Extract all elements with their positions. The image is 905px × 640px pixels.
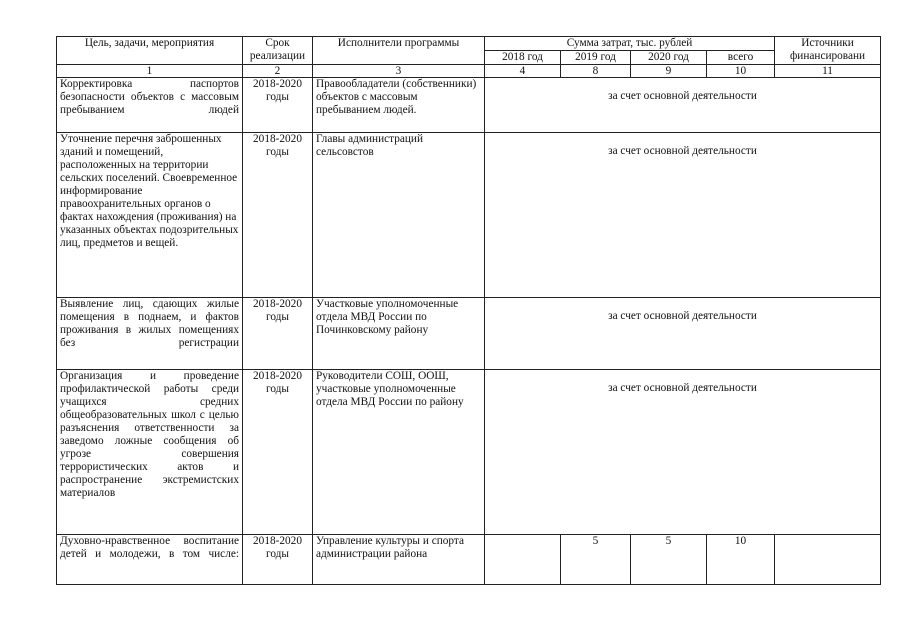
row-funding: за счет основной деятельности bbox=[485, 298, 881, 370]
row-goal: Выявление лиц, сдающих жилые помещения в поднаем, и фактов проживания в жилых помещениях без регистрации bbox=[57, 298, 243, 370]
program-activities-table bbox=[56, 36, 881, 585]
header-sources: Источники финансировани bbox=[775, 37, 881, 65]
header-year-2019: 2019 год bbox=[561, 51, 631, 65]
row-goal: Духовно-нравственное воспитание детей и молодежи, в том числе: bbox=[57, 535, 243, 585]
row-goal: Организация и проведение профилактической работы среди учащихся средних общеобразовательных школ с целью разъяснения ответственности за заведомо ложные сообщения об угрозе совершения террористических актов и распространение экстремистских материалов bbox=[57, 370, 243, 535]
row-executors: Участковые уполномоченные отдела МВД России по Починковскому району bbox=[313, 298, 485, 370]
row-funding: за счет основной деятельности bbox=[485, 133, 881, 298]
header-total: всего bbox=[707, 51, 775, 65]
row-executors: Правообладатели (собственники) объектов с массовым пребыванием людей. bbox=[313, 78, 485, 133]
row-executors: Главы администраций сельсовстов bbox=[313, 133, 485, 298]
row-executors: Управление культуры и спорта администрации района bbox=[313, 535, 485, 585]
column-number: 1 bbox=[57, 65, 243, 78]
row-term: 2018-2020 годы bbox=[243, 298, 313, 370]
table-row bbox=[57, 370, 881, 535]
header-year-2020: 2020 год bbox=[631, 51, 707, 65]
row-term: 2018-2020 годы bbox=[243, 78, 313, 133]
table-row bbox=[57, 78, 881, 133]
table-row bbox=[57, 133, 881, 298]
row-goal: Уточнение перечня заброшенных зданий и помещений, расположенных на территории сельских поселений. Своевременное информирование правоохранительных органов о фактах нахождения (проживания) на указанных объектах подозрительных лиц, предметов и вещей. bbox=[57, 133, 243, 298]
header-row bbox=[57, 37, 881, 51]
header-executors: Исполнители программы bbox=[313, 37, 485, 65]
header-cost-sum: Сумма затрат, тыс. рублей bbox=[485, 37, 775, 51]
row-goal: Корректировка паспортов безопасности объектов с массовым пребыванием людей bbox=[57, 78, 243, 133]
column-number: 11 bbox=[775, 65, 881, 78]
row-year-2020: 5 bbox=[631, 535, 707, 585]
column-number: 3 bbox=[313, 65, 485, 78]
row-funding: за счет основной деятельности bbox=[485, 78, 881, 133]
table-row bbox=[57, 298, 881, 370]
row-year-2018 bbox=[485, 535, 561, 585]
row-term: 2018-2020 годы bbox=[243, 535, 313, 585]
header-year-2018: 2018 год bbox=[485, 51, 561, 65]
row-sources bbox=[775, 535, 881, 585]
column-number: 2 bbox=[243, 65, 313, 78]
header-goal: Цель, задачи, мероприятия bbox=[57, 37, 243, 65]
column-number: 4 bbox=[485, 65, 561, 78]
column-number: 9 bbox=[631, 65, 707, 78]
column-number-row bbox=[57, 65, 881, 78]
row-term: 2018-2020 годы bbox=[243, 370, 313, 535]
row-year-2019: 5 bbox=[561, 535, 631, 585]
column-number: 10 bbox=[707, 65, 775, 78]
header-term: Срок реализации bbox=[243, 37, 313, 65]
row-funding: за счет основной деятельности bbox=[485, 370, 881, 535]
row-total: 10 bbox=[707, 535, 775, 585]
row-executors: Руководители СОШ, ООШ, участковые уполномоченные отдела МВД России по району bbox=[313, 370, 485, 535]
table-row bbox=[57, 535, 881, 585]
column-number: 8 bbox=[561, 65, 631, 78]
row-term: 2018-2020 годы bbox=[243, 133, 313, 298]
